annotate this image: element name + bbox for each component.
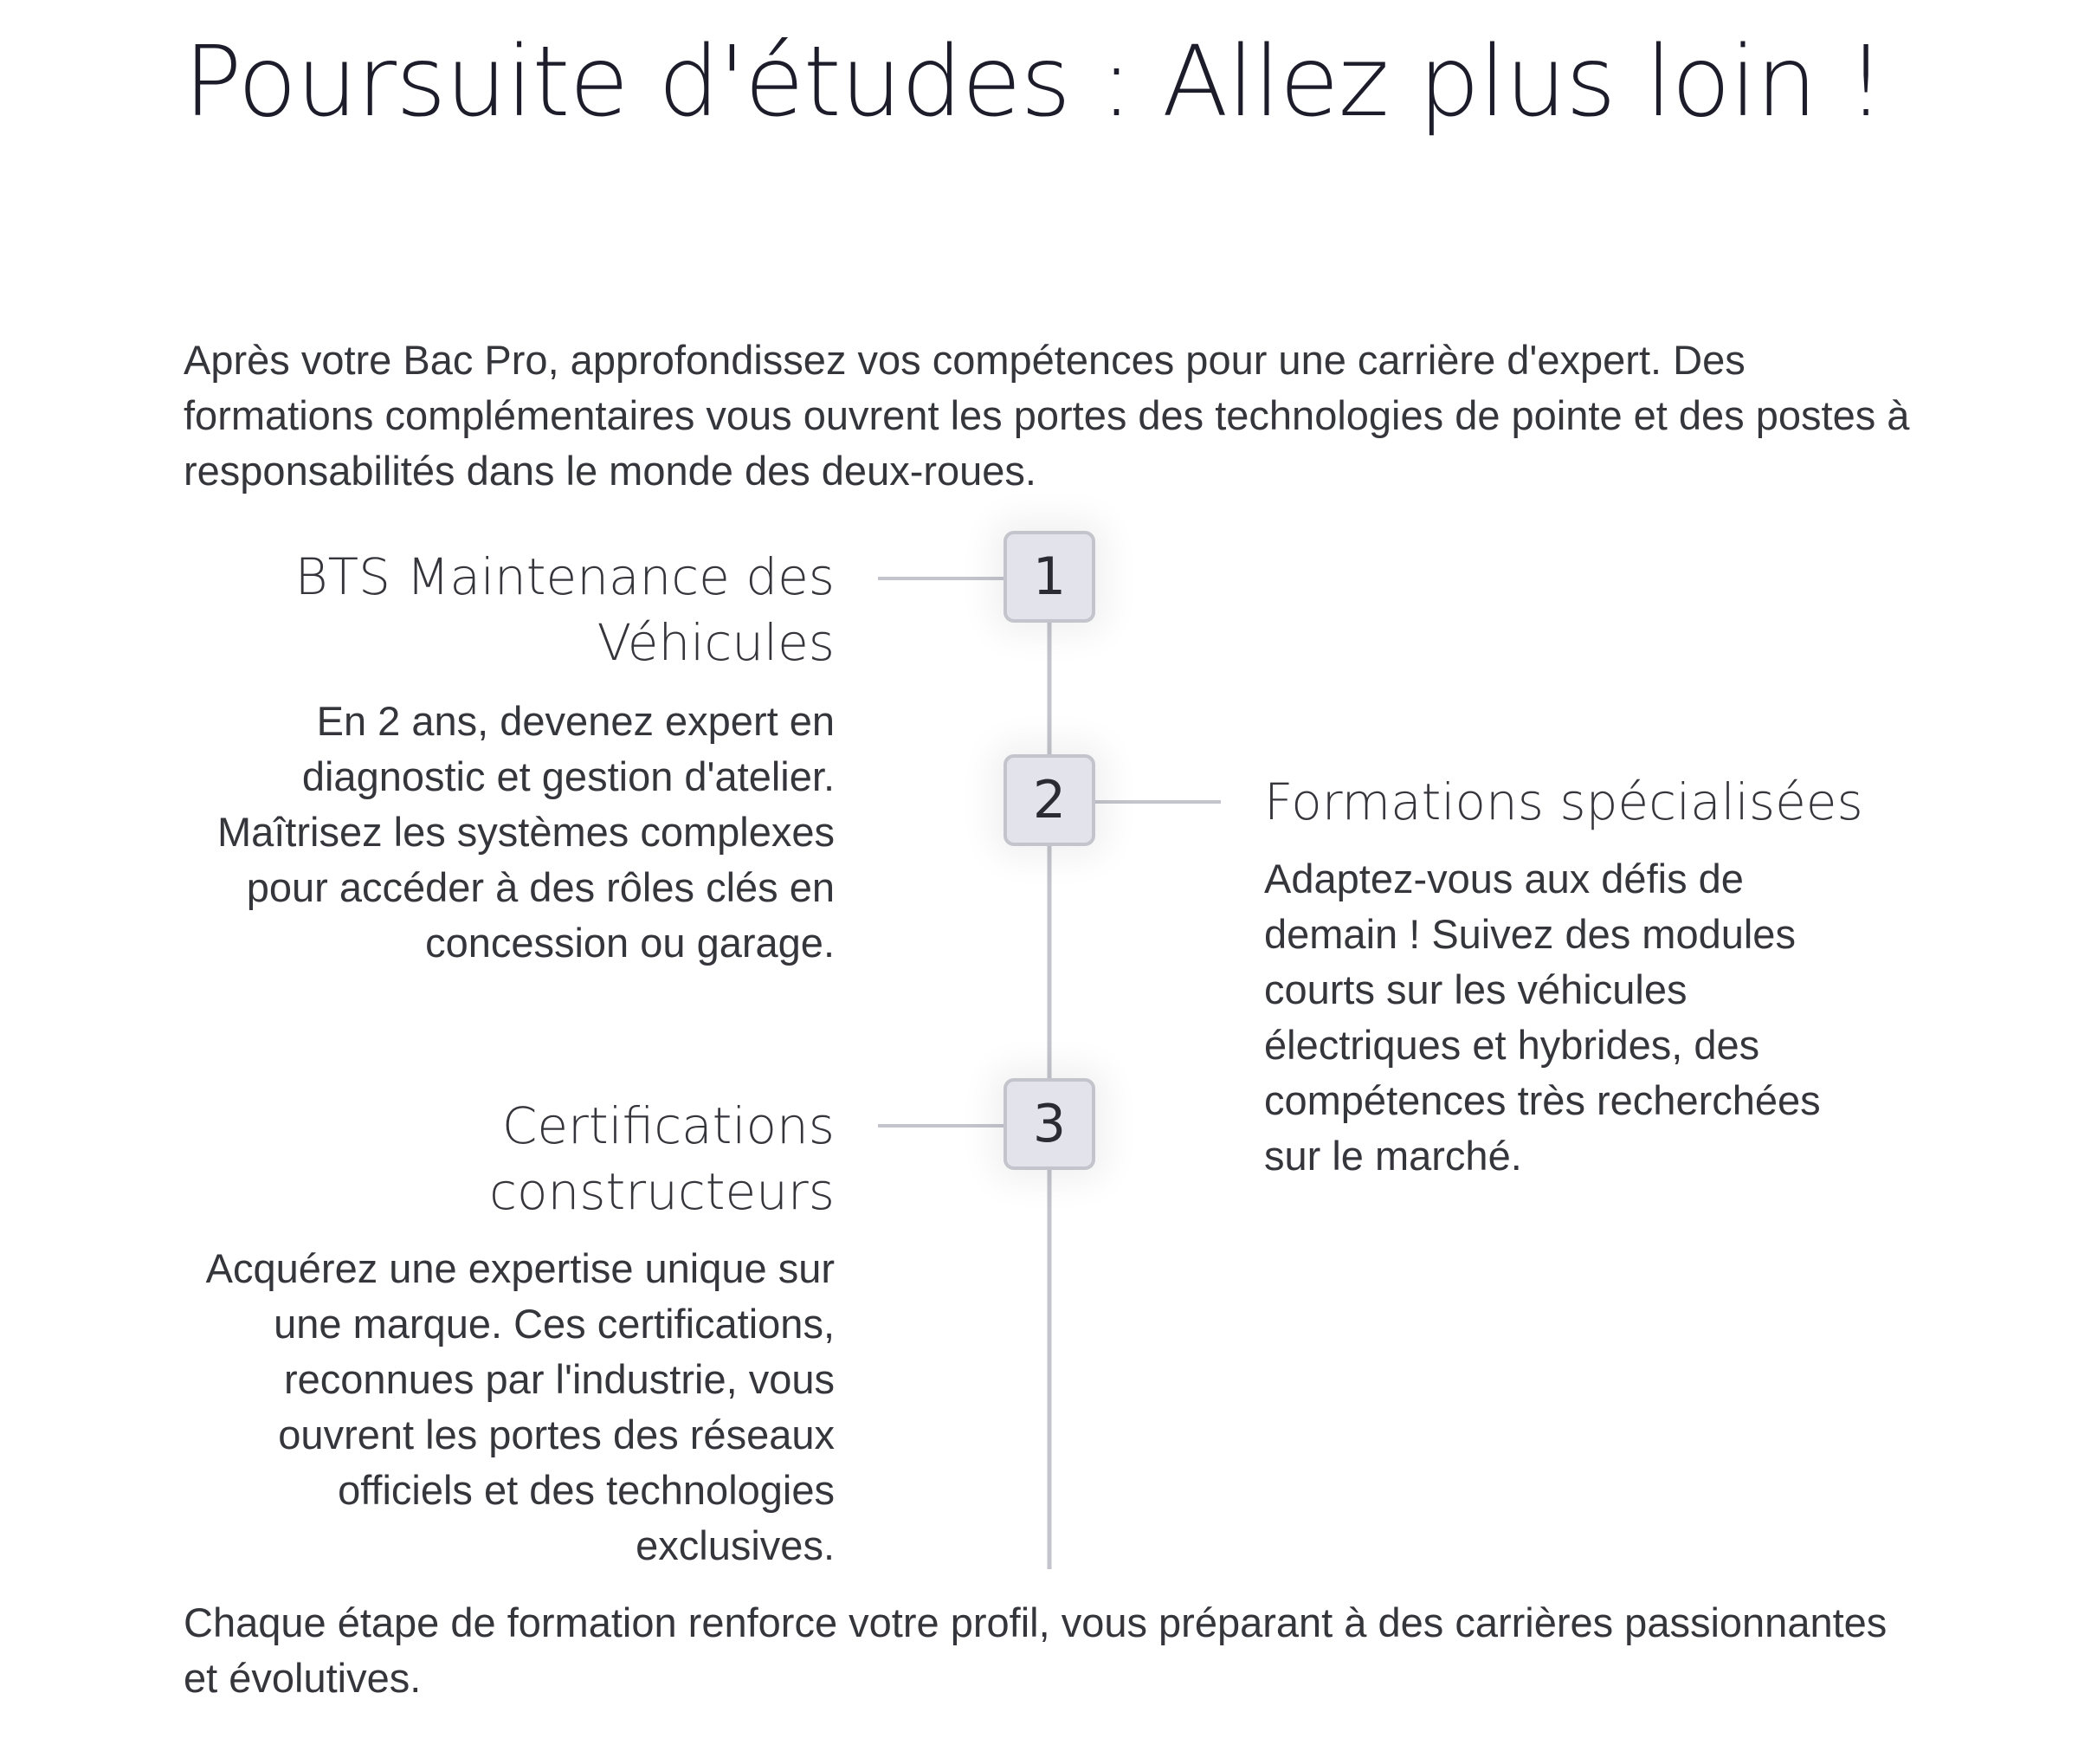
step-number-2: 2 — [1004, 754, 1095, 846]
step-3-title: Certifications constructeurs — [489, 1096, 835, 1221]
page-title: Poursuite d'études : Allez plus loin ! — [184, 26, 1885, 139]
step-number-1: 1 — [1004, 531, 1095, 623]
intro-paragraph: Après votre Bac Pro, approfondissez vos compétences pour une carrière d'expert. Des formations complémentaires vous ouvrent les portes des technologies de pointe et des postes à responsabilités dans le monde des deux-roues. — [184, 337, 1910, 494]
step-3-text: Acquérez une expertise unique sur une marque. Ces certifications, reconnues par l'industrie, vous ouvrent les portes des réseaux officiels et des technologies exclusives. — [205, 1245, 835, 1568]
step-number-3: 3 — [1004, 1078, 1095, 1170]
step-1-title: BTS Maintenance des Véhicules — [294, 547, 835, 672]
step-1-text: En 2 ans, devenez expert en diagnostic et gestion d'atelier. Maîtrisez les systèmes complexes pour accéder à des rôles clés en concession ou garage. — [216, 698, 835, 966]
step-2-title: Formations spécialisées — [1264, 772, 1863, 831]
step-2-text: Adaptez-vous aux défis de demain ! Suivez des modules courts sur les véhicules électriques et hybrides, des compétences très recherchées sur le marché. — [1264, 856, 1821, 1179]
outro-paragraph: Chaque étape de formation renforce votre profil, vous préparant à des carrières passionnantes et évolutives. — [184, 1599, 1888, 1701]
